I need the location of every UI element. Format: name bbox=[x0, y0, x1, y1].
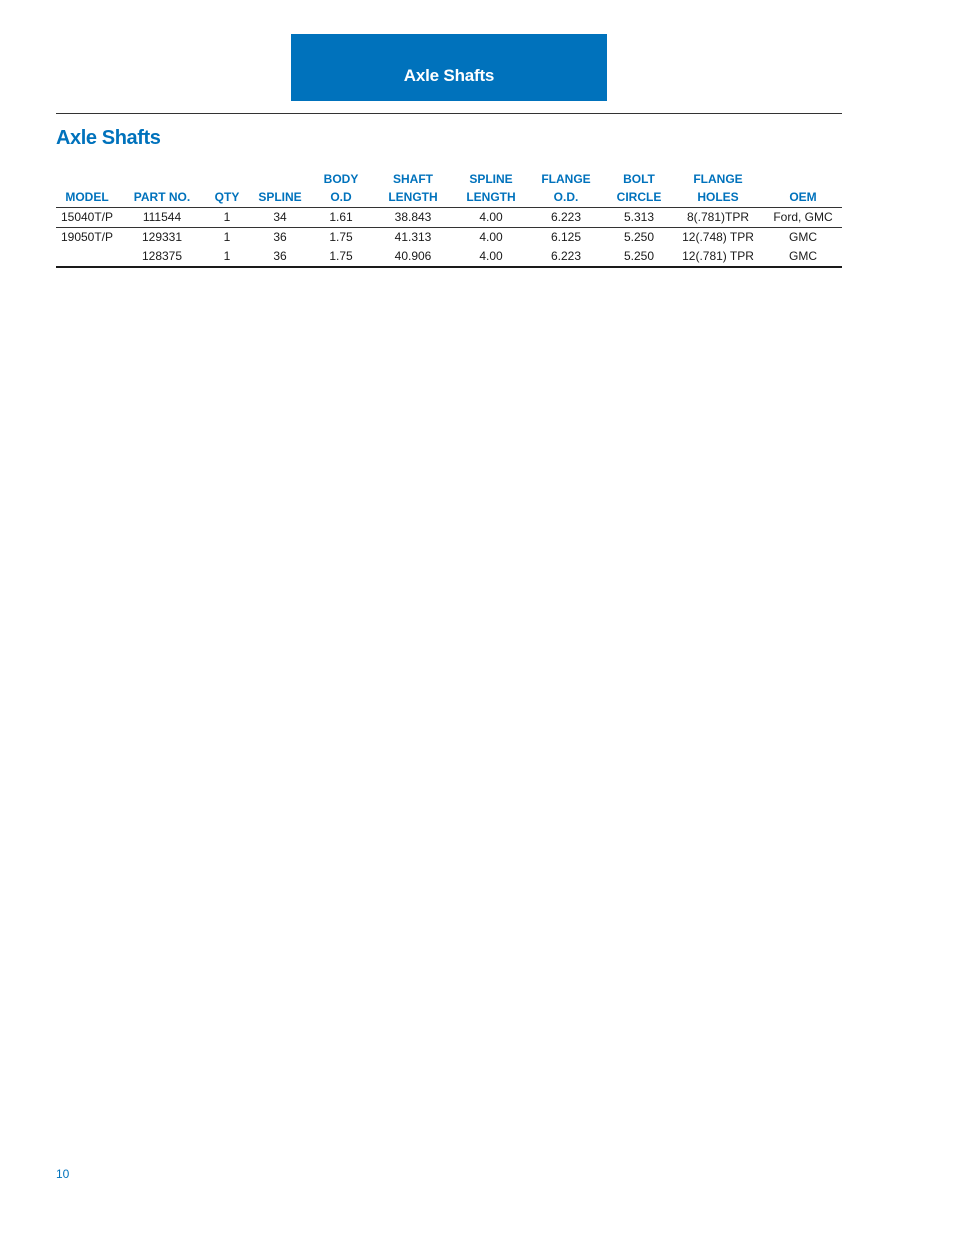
col-header-shaft-length: SHAFT LENGTH bbox=[388, 172, 438, 204]
col-header-model: MODEL bbox=[65, 190, 109, 204]
table-header-row bbox=[56, 170, 842, 208]
cell-flange-od: 6.223 bbox=[526, 247, 606, 267]
cell-bolt-circle: 5.250 bbox=[623, 230, 655, 244]
cell-spline: 36 bbox=[248, 247, 312, 267]
table-row bbox=[56, 208, 842, 228]
cell-body-od: 1.75 bbox=[312, 247, 370, 267]
col-header-body-od: BODY O.D bbox=[323, 172, 359, 204]
cell-flange-od: 6.223 bbox=[526, 208, 606, 228]
cell-body-od: 1.75 bbox=[329, 230, 353, 244]
col-header-flange-holes: FLANGE HOLES bbox=[693, 172, 743, 204]
cell-flange-holes: 8(.781)TPR bbox=[672, 208, 764, 228]
cell-model: 15040T/P bbox=[56, 208, 118, 228]
cell-model: 19050T/P bbox=[60, 230, 114, 244]
cell-spline-length: 4.00 bbox=[456, 208, 526, 228]
header-tab-label: Axle Shafts bbox=[403, 66, 495, 85]
col-header-oem: OEM bbox=[789, 190, 817, 204]
col-header-spline: SPLINE bbox=[258, 190, 302, 204]
cell-oem: GMC bbox=[789, 230, 817, 244]
cell-flange-holes: 12(.781) TPR bbox=[672, 247, 764, 267]
cell-spline-length: 4.00 bbox=[456, 247, 526, 267]
cell-shaft-length: 41.313 bbox=[394, 230, 432, 244]
cell-model bbox=[56, 247, 118, 267]
cell-spline: 36 bbox=[273, 230, 287, 244]
cell-spline: 34 bbox=[248, 208, 312, 228]
cell-body-od: 1.61 bbox=[312, 208, 370, 228]
cell-oem: GMC bbox=[764, 247, 842, 267]
cell-shaft-length: 38.843 bbox=[370, 208, 456, 228]
col-header-flange-od: FLANGE O.D. bbox=[541, 172, 591, 204]
cell-shaft-length: 40.906 bbox=[370, 247, 456, 267]
cell-flange-od: 6.125 bbox=[550, 230, 582, 244]
table-row bbox=[56, 247, 842, 267]
section-title: Axle Shafts bbox=[56, 127, 161, 149]
cell-spline-length: 4.00 bbox=[479, 230, 503, 244]
table-row bbox=[56, 228, 842, 248]
header-tab bbox=[291, 34, 607, 101]
cell-part-no: 111544 bbox=[118, 208, 206, 228]
cell-bolt-circle: 5.250 bbox=[606, 247, 672, 267]
col-header-spline-length: SPLINE LENGTH bbox=[466, 172, 516, 204]
cell-qty: 1 bbox=[206, 208, 248, 228]
cell-bolt-circle: 5.313 bbox=[606, 208, 672, 228]
cell-part-no: 128375 bbox=[118, 247, 206, 267]
top-divider bbox=[56, 113, 842, 114]
col-header-qty: QTY bbox=[214, 190, 240, 204]
cell-oem: Ford, GMC bbox=[764, 208, 842, 228]
page-number: 10 bbox=[56, 1167, 70, 1181]
cell-flange-holes: 12(.748) TPR bbox=[682, 230, 754, 244]
cell-part-no: 129331 bbox=[141, 230, 183, 244]
cell-qty: 1 bbox=[223, 230, 231, 244]
axle-shaft-spec-table bbox=[56, 170, 842, 268]
col-header-part-no: PART NO. bbox=[133, 190, 191, 204]
col-header-bolt-circle: BOLT CIRCLE bbox=[616, 172, 662, 204]
cell-qty: 1 bbox=[206, 247, 248, 267]
